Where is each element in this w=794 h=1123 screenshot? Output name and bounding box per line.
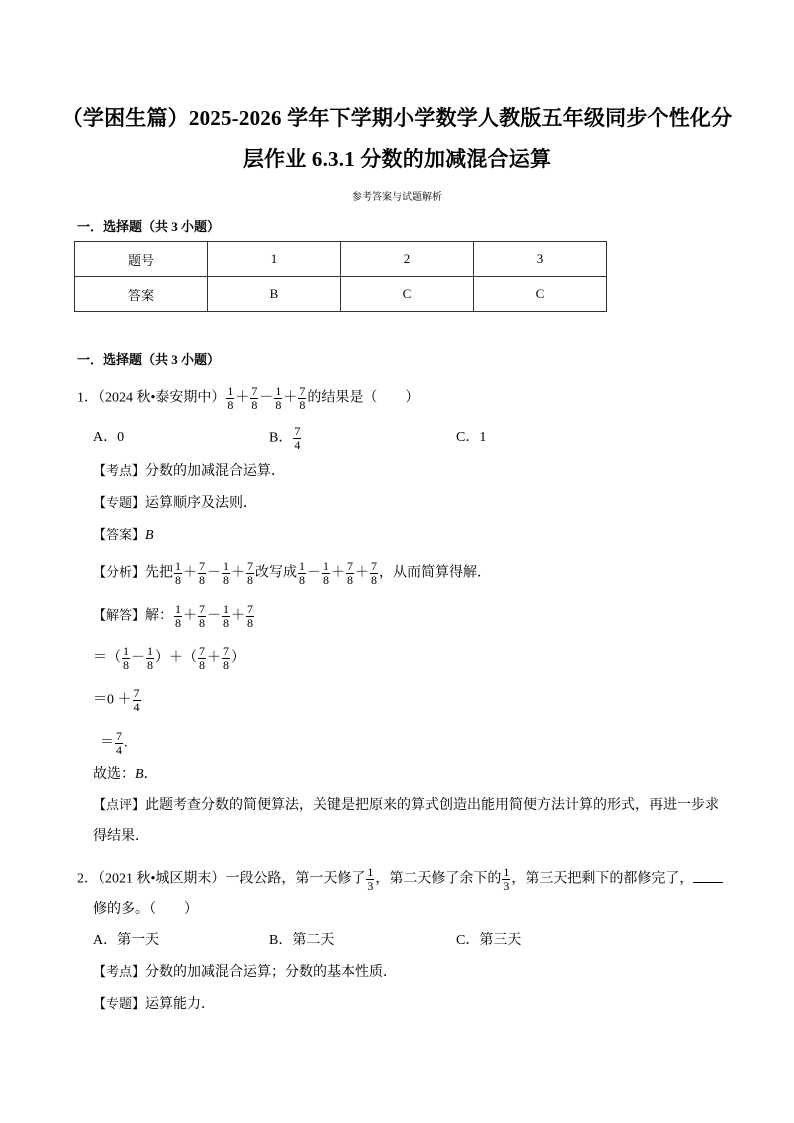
table-cell: C xyxy=(341,277,474,312)
table-cell: 2 xyxy=(341,242,474,277)
plus-sign: ＋ xyxy=(283,390,298,406)
q2-option-a: A．第一天 xyxy=(93,933,160,948)
detail-section-title: 一．选择题（共 3 小题） xyxy=(77,352,221,367)
q2-option-c: C．第三天 xyxy=(456,933,522,948)
table-row xyxy=(75,277,607,312)
q2-zhuanti: 【专题】运算能力． xyxy=(93,997,216,1012)
q1-option-a: A．0 xyxy=(93,430,125,445)
answer-table xyxy=(74,241,607,312)
q1-prefix: 1．（2024 秋•泰安期中） xyxy=(77,390,226,406)
q1-daan: 【答案】B xyxy=(93,528,154,543)
q1-step3: ＝ $\frac{7}{4}$ . xyxy=(100,729,128,757)
q2-kaodian: 【考点】分数的加减混合运算；分数的基本性质． xyxy=(93,965,398,980)
q1-suffix: 的结果是（ ） xyxy=(307,390,420,406)
q1-step1: ＝（ $\frac{1}{8}$ － $\frac{1}{8}$ ）＋（ $\frac{7}{8}$ ＋ $\frac{7}{8}$ ） xyxy=(93,644,245,672)
fraction: $\frac{1}{3}$ xyxy=(367,865,374,893)
q2-option-b: B．第二天 xyxy=(269,933,335,948)
minus-sign: － xyxy=(259,390,274,406)
q1-fenxi: 【分析】先把 $\frac{1}{8}$ ＋ $\frac{7}{8}$ － $\frac{1}{8}$ ＋ $\frac{7}{8}$ 改写成 $\frac{1}{8}$ － $\frac{1}{8}$ ＋ $\frac{7}{8}$ ＋ $\frac{7}{8}$ ，从而简算得解． xyxy=(93,559,492,587)
fraction: $\frac{7}{4}$ xyxy=(294,424,301,452)
fraction: $\frac{1}{8}$ xyxy=(275,384,282,412)
document-title-line1: （学困生篇）2025-2026 学年下学期小学数学人教版五年级同步个性化分 xyxy=(61,106,733,130)
table-cell: 题号 xyxy=(75,242,208,277)
q1-jieda: 【解答】解： $\frac{1}{8}$ ＋ $\frac{7}{8}$ － $\frac{1}{8}$ ＋ $\frac{7}{8}$ xyxy=(93,602,254,630)
document-title-line2: 层作业 6.3.1 分数的加减混合运算 xyxy=(242,147,552,171)
q1-stem xyxy=(77,385,419,412)
q1-guxuan: 故选：B． xyxy=(93,767,158,782)
table-cell: 答案 xyxy=(75,277,208,312)
q1-step2: ＝0 ＋ $\frac{7}{4}$ xyxy=(93,686,140,714)
fraction: $\frac{7}{8}$ xyxy=(251,384,258,412)
q1-dianping-cont: 得结果． xyxy=(93,829,149,844)
table-cell: 1 xyxy=(208,242,341,277)
table-cell: B xyxy=(208,277,341,312)
q1-kaodian: 【考点】分数的加减混合运算． xyxy=(93,464,286,479)
table-cell: C xyxy=(474,277,607,312)
q2-stem-cont: 修的多。（ ） xyxy=(93,902,198,917)
q2-stem: 2．（2021 秋•城区期末）一段公路，第一天修了 $\frac{1}{3}$ ，第二天修了余下的 $\frac{1}{3}$ ，第三天把剩下的都修完了， xyxy=(77,866,723,893)
q1-zhuanti: 【专题】运算顺序及法则． xyxy=(93,496,258,511)
answer-section-title: 一．选择题（共 3 小题） xyxy=(77,219,221,234)
q1-option-b: B． $\frac{7}{4}$ xyxy=(269,424,301,452)
table-cell: 3 xyxy=(474,242,607,277)
answer-blank xyxy=(693,870,723,883)
table-row xyxy=(75,242,607,277)
plus-sign: ＋ xyxy=(235,390,250,406)
document-subtitle: 参考答案与试题解析 xyxy=(352,192,442,203)
fraction: $\frac{1}{8}$ xyxy=(227,384,234,412)
fraction: $\frac{7}{8}$ xyxy=(299,384,306,412)
q1-dianping: 【点评】此题考查分数的简便算法，关键是把原来的算式创造出能用简便方法计算的形式，再进一步求 xyxy=(93,798,720,813)
fraction: $\frac{1}{3}$ xyxy=(503,865,510,893)
q1-option-c: C．1 xyxy=(456,430,487,445)
